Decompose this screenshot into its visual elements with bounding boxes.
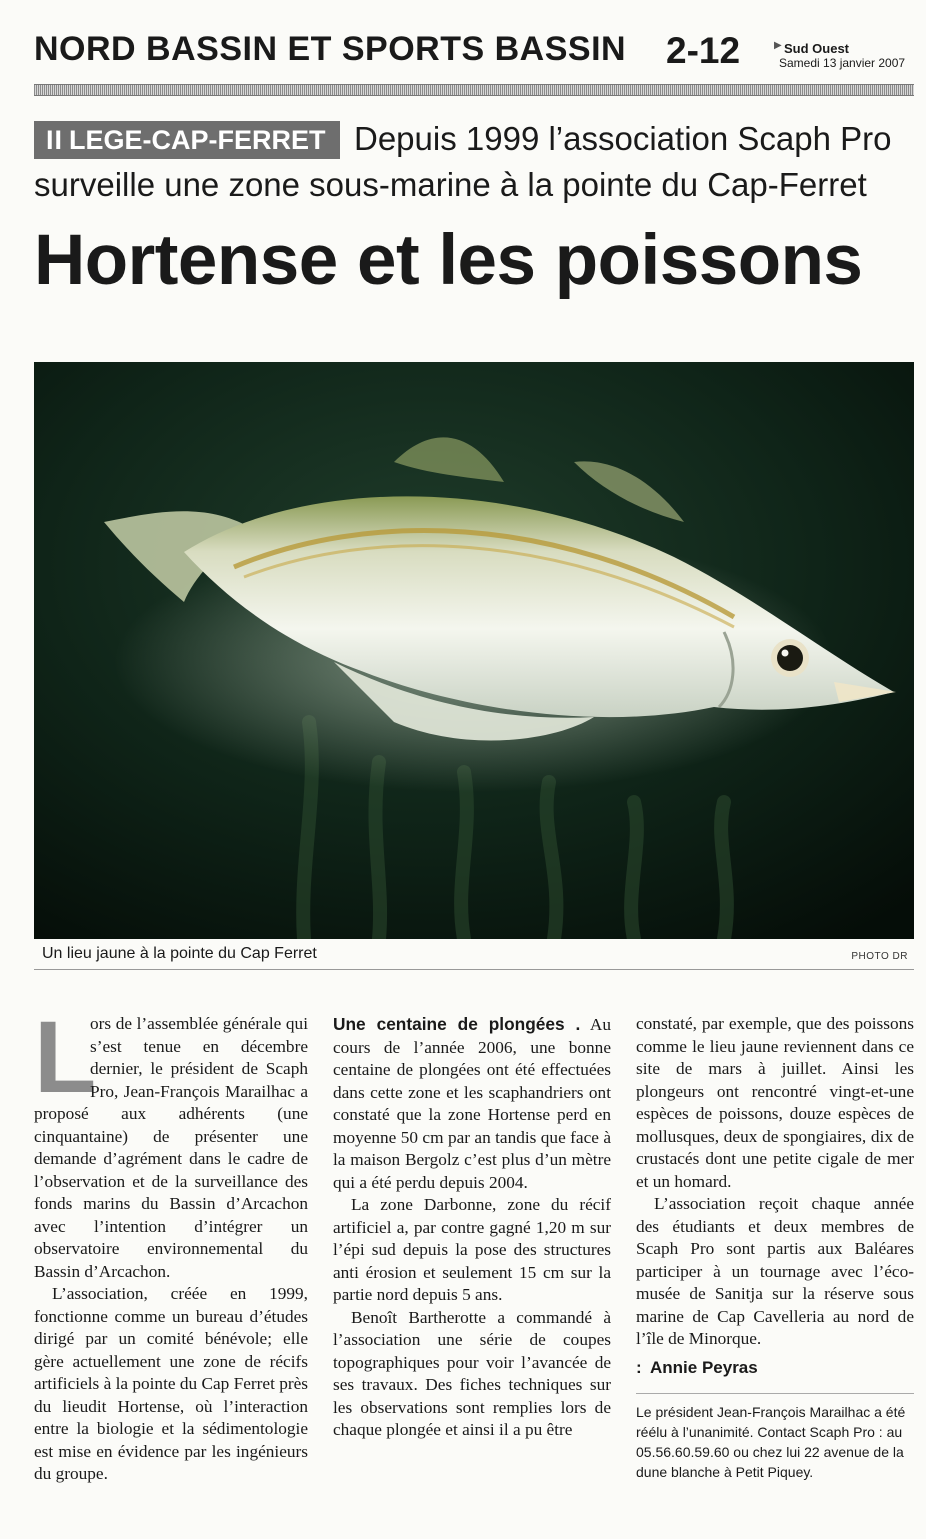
author-byline: [636, 1357, 914, 1380]
paragraph: ors de l’assemblée générale qui s’est tenue en décembre dernier, le président de Scaph Pro, Jean-François Marailhac a proposé aux adhérents (une cinquantaine) de présenter une demande d’agrément dans le cadre de l’observation et de la surveillance des fonds marins du Bassin d’Arcachon avec l’intention d’intégrer un observatoire environnemental du Bassin d’Arcachon.: [34, 1014, 308, 1281]
kicker-line-1: Depuis 1999 l’association Scaph Pro: [354, 120, 892, 157]
publication-name: Sud Ouest: [784, 41, 850, 56]
article-column-1: [34, 1000, 309, 1486]
publication-date: Samedi 13 janvier 2007: [779, 56, 906, 70]
paragraph: L’association, créée en 1999, fonctionne comme un bureau d’études dirigé par un comité bénévole; elle gère actuellement une zone de récifs artificiels à la pointe du Cap Ferret près du lieudit Hortense, où l’interaction entre la biologie et la sédimentologie est mise en évidence par les ingénieurs du groupe.: [34, 1284, 309, 1483]
paragraph: L’association reçoit chaque année des étudiants et deux membres de Scaph Pro sont partis aux Baléares participer à un tournage avec l’éco-musée de Sanitja sur la réserve sous marine de Cap Cavelleria au nord de l’île de Minorque.: [636, 1194, 914, 1348]
double-bar-icon: II: [46, 125, 64, 155]
triangle-arrow-icon: ▶: [774, 40, 782, 51]
colon-bullet-icon: :: [636, 1357, 642, 1377]
drop-cap: L: [34, 1000, 97, 1114]
page-number: 2-12: [666, 30, 741, 71]
location-tag-label: LEGE-CAP-FERRET: [69, 125, 326, 155]
headline: Hortense et les poissons: [34, 221, 863, 300]
header-divider: [34, 84, 914, 96]
location-tag: [34, 121, 340, 159]
photo-caption: Un lieu jaune à la pointe du Cap Ferret: [42, 945, 317, 962]
photo-caption-bar: [34, 939, 914, 970]
section-header: [34, 30, 914, 74]
subheading: Une centaine de plongées .: [333, 1014, 581, 1034]
section-title: NORD BASSIN ET SPORTS BASSIN: [34, 30, 627, 68]
article-column-3: [636, 1013, 914, 1482]
paragraph: La zone Darbonne, zone du récif artificiel a, par contre gagné 1,20 m sur l’épi sud depuis la pose des structures anti érosion et seulement 15 cm sur la partie nord depuis 5 ans.: [333, 1195, 611, 1304]
kicker-line-2: surveille une zone sous-marine à la pointe du Cap-Ferret: [34, 166, 867, 203]
article-photo: [34, 362, 914, 939]
fish-photo-illustration: [34, 362, 914, 939]
article-column-2: [333, 1013, 611, 1442]
paragraph: constaté, par exemple, que des poissons comme le lieu jaune reviennent dans ce site de mars à juillet. Ainsi les plongeurs ont rencontré vingt-et-une espèces de poissons, douze espèces de mollusques, deux de spongiaires, dix de crustacés dont une petite cigale de mer et un homard.: [636, 1014, 914, 1191]
photo-credit: PHOTO DR: [851, 951, 908, 962]
paragraph: Benoît Bartherotte a commandé à l’association une série de coupes topographiques pour voir l’avancée de ses travaux. Des fiches techniques sur les observations sont remplies lors de chaque plongée et ainsi il a pu être: [333, 1307, 611, 1439]
author-name: Annie Peyras: [650, 1357, 758, 1377]
contact-note: Le président Jean-François Marailhac a été réélu à l’unanimité. Contact Scaph Pro : au 05.56.60.59.60 ou chez lui 22 avenue de la dune blanche à Petit Piquey.: [636, 1393, 914, 1482]
paragraph: Au cours de l’année 2006, une bonne centaine de plongées ont été effectuées dans cette zone et les scaphandriers ont constaté que la zone Hortense perd en moyenne 50 cm par an tandis que face à la maison Bergolz c’est plus d’un mètre qui a été perdu depuis 2004.: [333, 1015, 611, 1192]
